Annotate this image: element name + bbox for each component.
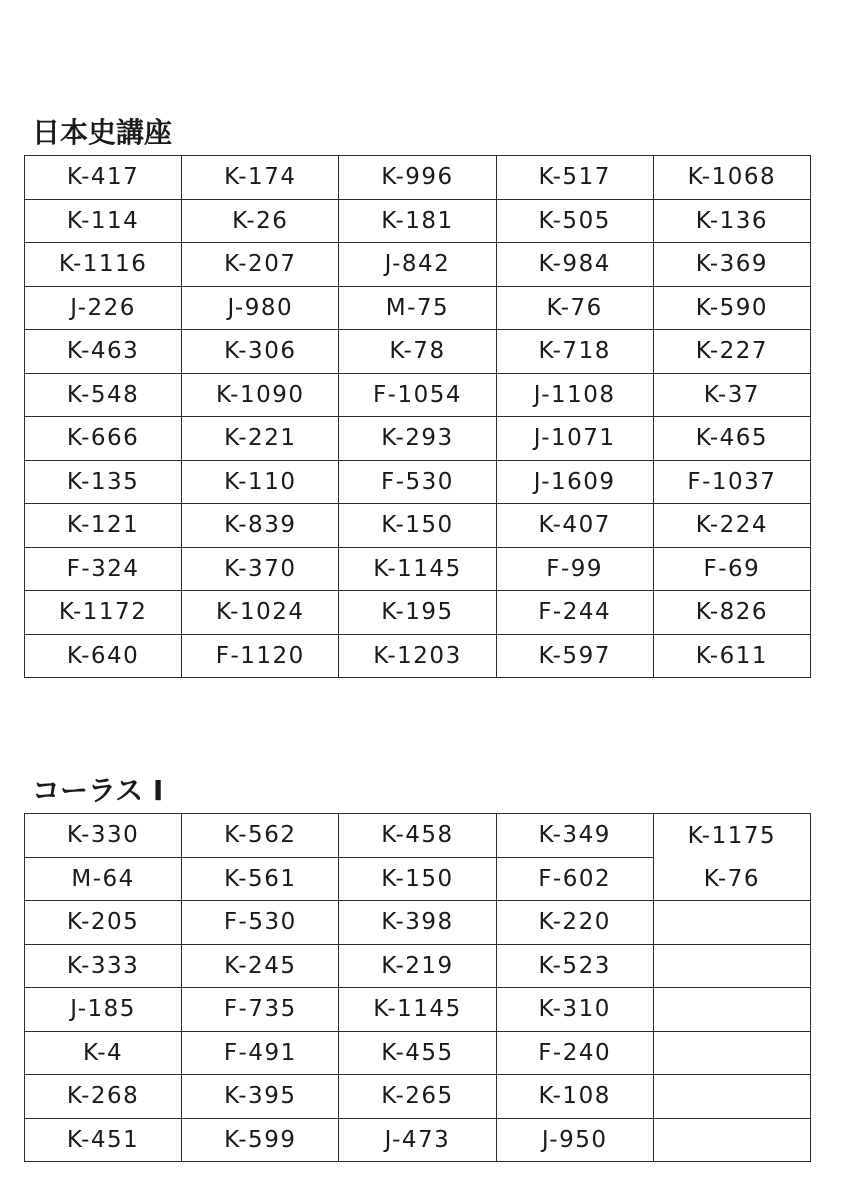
code-cell: K-523	[496, 944, 653, 988]
code-cell: K-330	[25, 814, 182, 858]
code-cell: K-417	[25, 156, 182, 200]
code-cell: K-221	[182, 417, 339, 461]
code-cell: K-195	[339, 591, 496, 635]
code-cell: F-491	[182, 1031, 339, 1075]
code-cell: K-76	[653, 857, 810, 901]
table-row	[25, 373, 811, 417]
table-row	[25, 199, 811, 243]
code-cell: K-1145	[339, 547, 496, 591]
code-cell: K-150	[339, 504, 496, 548]
table-row	[25, 944, 811, 988]
table-row	[25, 156, 811, 200]
code-cell: J-185	[25, 988, 182, 1032]
code-cell: K-826	[653, 591, 810, 635]
code-cell: J-950	[496, 1118, 653, 1162]
code-cell: K-1203	[339, 634, 496, 678]
code-cell: K-562	[182, 814, 339, 858]
table-row	[25, 460, 811, 504]
code-cell: K-1175	[653, 814, 810, 858]
code-cell: K-4	[25, 1031, 182, 1075]
code-cell: F-69	[653, 547, 810, 591]
code-cell: K-611	[653, 634, 810, 678]
code-cell: K-265	[339, 1075, 496, 1119]
code-cell: K-505	[496, 199, 653, 243]
table-row	[25, 243, 811, 287]
code-cell: J-1071	[496, 417, 653, 461]
code-cell: K-398	[339, 901, 496, 945]
table-row	[25, 814, 811, 858]
code-cell: J-842	[339, 243, 496, 287]
code-cell: K-245	[182, 944, 339, 988]
table-row	[25, 634, 811, 678]
code-cell: F-735	[182, 988, 339, 1032]
code-cell: K-455	[339, 1031, 496, 1075]
code-cell: J-473	[339, 1118, 496, 1162]
table-row	[25, 547, 811, 591]
code-cell: K-597	[496, 634, 653, 678]
table-row	[25, 1031, 811, 1075]
code-cell: K-227	[653, 330, 810, 374]
code-cell: K-220	[496, 901, 653, 945]
code-cell: F-530	[339, 460, 496, 504]
code-cell: K-1116	[25, 243, 182, 287]
code-cell: K-150	[339, 857, 496, 901]
code-cell: K-1145	[339, 988, 496, 1032]
code-cell: K-136	[653, 199, 810, 243]
code-cell: K-369	[653, 243, 810, 287]
code-cell: K-110	[182, 460, 339, 504]
code-cell: F-1037	[653, 460, 810, 504]
code-cell: K-268	[25, 1075, 182, 1119]
code-cell: K-1068	[653, 156, 810, 200]
code-cell: K-349	[496, 814, 653, 858]
code-cell: K-718	[496, 330, 653, 374]
code-cell: K-517	[496, 156, 653, 200]
code-cell: K-370	[182, 547, 339, 591]
code-cell	[653, 1118, 810, 1162]
code-cell: K-333	[25, 944, 182, 988]
code-cell: F-240	[496, 1031, 653, 1075]
table-row	[25, 1075, 811, 1119]
code-cell: F-244	[496, 591, 653, 635]
code-cell: K-996	[339, 156, 496, 200]
chorus-code-table	[24, 813, 811, 1162]
code-cell: K-310	[496, 988, 653, 1032]
code-cell: K-561	[182, 857, 339, 901]
code-cell: K-37	[653, 373, 810, 417]
code-cell	[653, 1075, 810, 1119]
code-cell: K-121	[25, 504, 182, 548]
code-cell: K-451	[25, 1118, 182, 1162]
table-row	[25, 591, 811, 635]
table-row	[25, 1118, 811, 1162]
code-cell: F-602	[496, 857, 653, 901]
code-cell: M-64	[25, 857, 182, 901]
code-cell: K-640	[25, 634, 182, 678]
code-cell: F-1120	[182, 634, 339, 678]
code-cell: K-465	[653, 417, 810, 461]
code-cell: K-458	[339, 814, 496, 858]
code-cell: K-181	[339, 199, 496, 243]
table-row	[25, 504, 811, 548]
code-cell: K-463	[25, 330, 182, 374]
code-cell: K-599	[182, 1118, 339, 1162]
code-cell: K-205	[25, 901, 182, 945]
code-cell: K-108	[496, 1075, 653, 1119]
code-cell: K-1090	[182, 373, 339, 417]
code-cell: K-548	[25, 373, 182, 417]
table-row	[25, 330, 811, 374]
table-row	[25, 286, 811, 330]
code-cell: F-99	[496, 547, 653, 591]
section-title-chorus: コーラス I	[32, 774, 164, 807]
code-cell	[653, 1031, 810, 1075]
code-cell: F-1054	[339, 373, 496, 417]
code-cell: K-207	[182, 243, 339, 287]
code-cell: K-76	[496, 286, 653, 330]
code-cell: K-78	[339, 330, 496, 374]
japanese-history-code-table	[24, 155, 811, 678]
code-cell: K-224	[653, 504, 810, 548]
table-row	[25, 988, 811, 1032]
code-cell: K-984	[496, 243, 653, 287]
code-cell: K-293	[339, 417, 496, 461]
code-cell: K-114	[25, 199, 182, 243]
code-cell: J-1108	[496, 373, 653, 417]
code-cell: K-395	[182, 1075, 339, 1119]
code-cell: M-75	[339, 286, 496, 330]
table-row	[25, 417, 811, 461]
code-cell: K-135	[25, 460, 182, 504]
code-cell: K-174	[182, 156, 339, 200]
code-cell: K-666	[25, 417, 182, 461]
code-cell: K-839	[182, 504, 339, 548]
code-cell: F-324	[25, 547, 182, 591]
code-cell: J-1609	[496, 460, 653, 504]
table-row	[25, 857, 811, 901]
code-cell: K-1024	[182, 591, 339, 635]
code-cell: J-226	[25, 286, 182, 330]
code-cell: K-407	[496, 504, 653, 548]
code-cell: K-1172	[25, 591, 182, 635]
code-cell: K-219	[339, 944, 496, 988]
code-cell	[653, 944, 810, 988]
code-cell	[653, 988, 810, 1032]
section-title-japanese-history: 日本史講座	[32, 116, 173, 149]
code-cell	[653, 901, 810, 945]
code-cell: K-306	[182, 330, 339, 374]
table-row	[25, 901, 811, 945]
code-cell: J-980	[182, 286, 339, 330]
code-cell: K-26	[182, 199, 339, 243]
code-cell: F-530	[182, 901, 339, 945]
code-cell: K-590	[653, 286, 810, 330]
